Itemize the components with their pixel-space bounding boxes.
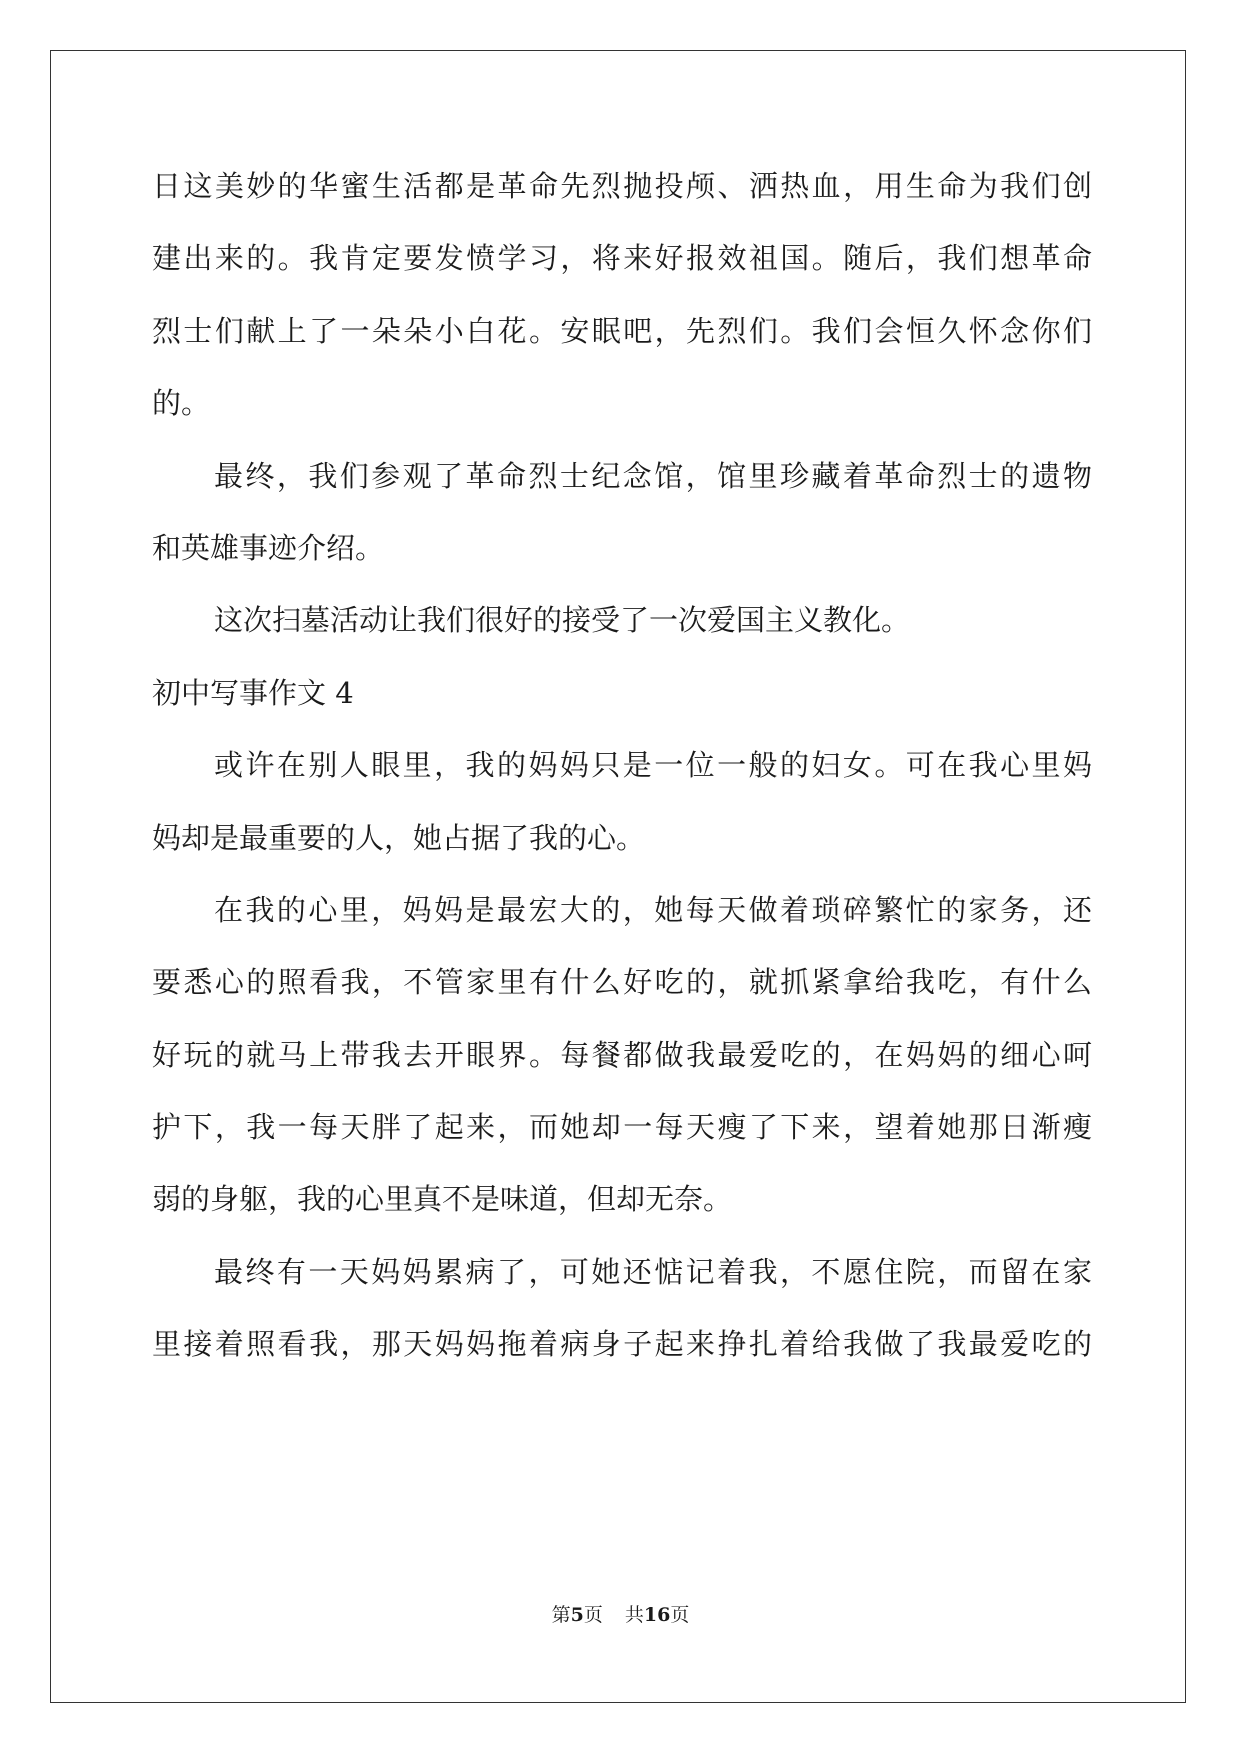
paragraph-line: 好玩的就马上带我去开眼界。每餐都做我最爱吃的，在妈妈的细心呵 — [152, 1037, 1092, 1072]
paragraph — [152, 584, 1092, 656]
paragraph — [152, 1236, 1092, 1381]
page-suffix: 页 — [583, 1604, 603, 1626]
paragraph-line: 的。 — [152, 386, 211, 421]
paragraph-line: 最终，我们参观了革命烈士纪念馆，馆里珍藏着革命烈士的遗物 — [214, 458, 1092, 493]
paragraph-line: 要悉心的照看我，不管家里有什么好吃的，就抓紧拿给我吃，有什么 — [152, 965, 1092, 1000]
paragraph-line: 里接着照看我，那天妈妈拖着病身子起来挣扎着给我做了我最爱吃的 — [152, 1327, 1092, 1362]
paragraph-line: 护下，我一每天胖了起来，而她却一每天瘦了下来，望着她那日渐瘦 — [152, 1110, 1092, 1145]
document-body — [152, 150, 1092, 1381]
total-prefix: 共 — [624, 1604, 644, 1626]
page-footer — [0, 1600, 1241, 1627]
paragraph-line: 弱的身躯，我的心里真不是味道，但却无奈。 — [152, 1182, 733, 1217]
section-heading — [152, 657, 1092, 729]
paragraph-line: 日这美妙的华蜜生活都是革命先烈抛投颅、洒热血，用生命为我们创 — [152, 169, 1092, 203]
paragraph-line: 在我的心里，妈妈是最宏大的，她每天做着琐碎繁忙的家务，还 — [214, 892, 1092, 927]
paragraph-line: 建出来的。我肯定要发愤学习，将来好报效祖国。随后，我们想革命 — [152, 241, 1092, 276]
paragraph-line: 和英雄事迹介绍。 — [152, 530, 385, 565]
paragraph-line: 妈却是最重要的人，她占据了我的心。 — [152, 820, 646, 855]
total-pages: 16 — [643, 1604, 671, 1626]
paragraph-line: 或许在别人眼里，我的妈妈只是一位一般的妇女。可在我心里妈 — [214, 748, 1092, 783]
paragraph — [152, 440, 1092, 585]
paragraph — [152, 150, 1092, 440]
section-heading-text: 初中写事作文 4 — [152, 675, 354, 710]
paragraph-line: 最终有一天妈妈累病了，可她还惦记着我，不愿住院，而留在家 — [214, 1254, 1092, 1289]
page-number: 5 — [570, 1604, 584, 1626]
paragraph-line: 烈士们献上了一朵朵小白花。安眠吧，先烈们。我们会恒久怀念你们 — [152, 313, 1092, 348]
page-prefix: 第 — [551, 1604, 571, 1626]
paragraph — [152, 874, 1092, 1236]
total-suffix: 页 — [670, 1604, 690, 1626]
paragraph-line: 这次扫墓活动让我们很好的接受了一次爱国主义教化。 — [214, 603, 911, 638]
paragraph — [152, 729, 1092, 874]
